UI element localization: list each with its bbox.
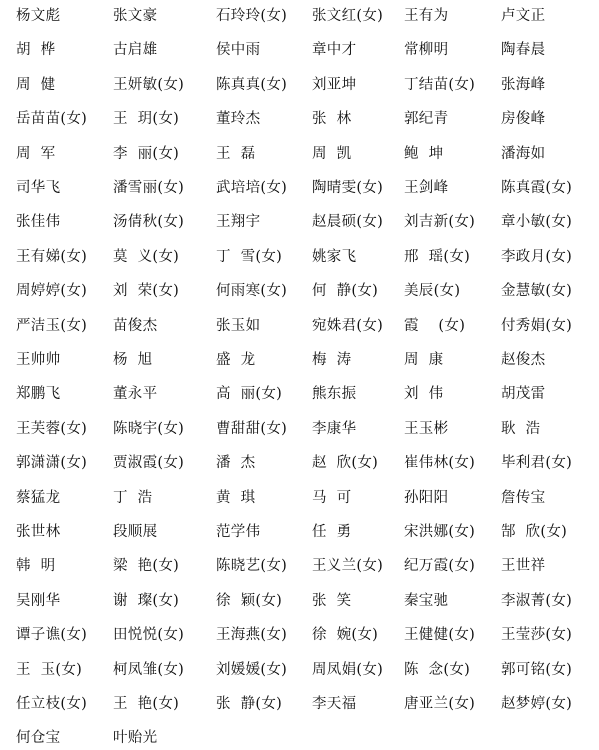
name-cell: 陶晴雯(女) [312, 180, 384, 196]
name-cell: 李淑菁(女) [501, 592, 573, 609]
roster-row [0, 417, 599, 441]
name-cell: 潘海如 [501, 145, 546, 162]
name-cell: 刘媛媛(女) [216, 661, 288, 678]
name-cell: 王健健(女) [404, 627, 476, 644]
name-cell: 盛 龙 [216, 352, 256, 368]
name-cell: 张文红(女) [312, 8, 384, 24]
name-cell: 常柳明 [404, 42, 449, 59]
name-cell: 侯中雨 [216, 42, 261, 59]
name-cell: 王有娣(女) [16, 248, 88, 265]
roster-row [0, 176, 599, 200]
name-cell: 王世祥 [501, 558, 546, 575]
name-cell: 徐 婉(女) [312, 627, 379, 644]
name-cell: 陈晓宇(女) [113, 420, 185, 437]
name-cell: 岳苗苗(女) [16, 111, 88, 128]
name-cell: 郜 欣(女) [501, 524, 568, 540]
name-cell: 贾淑霞(女) [113, 455, 185, 472]
name-cell: 汤倩秋(女) [113, 214, 185, 231]
roster-row [0, 348, 599, 372]
name-cell: 蔡猛龙 [16, 489, 61, 506]
name-cell: 丁 雪(女) [216, 248, 283, 265]
name-cell: 赵晨硕(女) [312, 214, 384, 231]
name-cell: 郭可铭(女) [501, 661, 573, 678]
name-cell: 曹甜甜(女) [216, 420, 288, 437]
name-cell: 邢 瑶(女) [404, 248, 471, 265]
name-cell: 宋洪娜(女) [404, 524, 476, 540]
name-cell: 唐亚兰(女) [404, 696, 476, 712]
roster-row [0, 623, 599, 647]
name-cell: 张文豪 [113, 8, 158, 24]
name-cell: 张 林 [312, 111, 352, 128]
name-cell: 任 勇 [312, 524, 352, 540]
name-cell: 宛姝君(女) [312, 317, 384, 334]
name-cell: 何 静(女) [312, 283, 379, 300]
roster-row [0, 554, 599, 578]
name-cell: 韩 明 [16, 558, 56, 575]
name-cell: 秦宝驰 [404, 592, 449, 609]
name-cell: 潘 杰 [216, 455, 256, 472]
roster-row [0, 589, 599, 613]
name-cell: 章中才 [312, 42, 357, 59]
roster-row [0, 142, 599, 166]
name-cell: 任立枝(女) [16, 696, 88, 712]
name-cell: 张玉如 [216, 317, 261, 334]
name-cell: 李康华 [312, 420, 357, 437]
name-cell: 郭潇潇(女) [16, 455, 88, 472]
name-cell: 刘亚坤 [312, 76, 357, 93]
name-cell: 王玉彬 [404, 420, 449, 437]
name-cell: 李 丽(女) [113, 145, 180, 162]
name-cell: 王 磊 [216, 145, 256, 162]
name-cell: 丁 浩 [113, 489, 153, 506]
name-cell: 金慧敏(女) [501, 283, 573, 300]
name-cell: 赵俊杰 [501, 352, 546, 368]
name-cell: 纪万霞(女) [404, 558, 476, 575]
name-cell: 徐 颖(女) [216, 592, 283, 609]
name-cell: 房俊峰 [501, 111, 546, 128]
name-cell: 周 凯 [312, 145, 352, 162]
name-cell: 陶春晨 [501, 42, 546, 59]
name-cell: 司华飞 [16, 180, 61, 196]
roster-row [0, 245, 599, 269]
name-cell: 田悦悦(女) [113, 627, 185, 644]
name-cell: 吴刚华 [16, 592, 61, 609]
roster-row [0, 4, 599, 28]
name-cell: 张 静(女) [216, 696, 283, 712]
name-cell: 美辰(女) [404, 283, 461, 300]
name-cell: 王 玉(女) [16, 661, 83, 678]
name-cell: 郑鹏飞 [16, 386, 61, 403]
name-cell: 莫 义(女) [113, 248, 180, 265]
name-cell: 古启雄 [113, 42, 158, 59]
name-cell: 周凤娟(女) [312, 661, 384, 678]
name-cell: 柯凤雏(女) [113, 661, 185, 678]
name-cell: 谢 璨(女) [113, 592, 180, 609]
name-cell: 赵梦婷(女) [501, 696, 573, 712]
roster-row [0, 38, 599, 62]
name-cell: 毕利君(女) [501, 455, 573, 472]
name-cell: 董玲杰 [216, 111, 261, 128]
name-cell: 严洁玉(女) [16, 317, 88, 334]
roster-row [0, 314, 599, 338]
roster-row [0, 210, 599, 234]
name-cell: 郭纪青 [404, 111, 449, 128]
name-cell: 付秀娟(女) [501, 317, 573, 334]
name-cell: 熊东振 [312, 386, 357, 403]
name-cell: 姚家飞 [312, 248, 357, 265]
roster-row [0, 451, 599, 475]
name-cell: 李天福 [312, 696, 357, 712]
roster-row [0, 658, 599, 682]
name-cell: 何仓宝 [16, 730, 61, 747]
name-cell: 胡 桦 [16, 42, 56, 59]
name-cell: 何雨寒(女) [216, 283, 288, 300]
name-cell: 张佳伟 [16, 214, 61, 231]
roster-row [0, 692, 599, 716]
name-cell: 范学伟 [216, 524, 261, 540]
name-cell: 王有为 [404, 8, 449, 24]
name-cell: 杨 旭 [113, 352, 153, 368]
name-cell: 谭子谯(女) [16, 627, 88, 644]
name-cell: 王 艳(女) [113, 696, 180, 712]
name-cell: 陈 念(女) [404, 661, 471, 678]
name-cell: 章小敏(女) [501, 214, 573, 231]
name-cell: 王翔宇 [216, 214, 261, 231]
roster-row [0, 279, 599, 303]
name-cell: 周 军 [16, 145, 56, 162]
name-cell: 胡茂雷 [501, 386, 546, 403]
name-cell: 王芙蓉(女) [16, 420, 88, 437]
name-cell: 段顺展 [113, 524, 158, 540]
name-cell: 周 健 [16, 76, 56, 93]
name-cell: 苗俊杰 [113, 317, 158, 334]
name-cell: 杨文彪 [16, 8, 61, 24]
name-cell: 孙阳阳 [404, 489, 449, 506]
name-cell: 鲍 坤 [404, 145, 444, 162]
name-cell: 陈真霞(女) [501, 180, 573, 196]
name-cell: 王帅帅 [16, 352, 61, 368]
name-cell: 董永平 [113, 386, 158, 403]
name-cell: 叶贻光 [113, 730, 158, 747]
roster-row [0, 382, 599, 406]
name-cell: 黄 琪 [216, 489, 256, 506]
name-cell: 王剑峰 [404, 180, 449, 196]
roster-row [0, 520, 599, 544]
name-cell: 高 丽(女) [216, 386, 283, 403]
name-cell: 周婷婷(女) [16, 283, 88, 300]
name-cell: 刘 荣(女) [113, 283, 180, 300]
name-cell: 王妍敏(女) [113, 76, 185, 93]
name-cell: 潘雪丽(女) [113, 180, 185, 196]
roster-row [0, 107, 599, 131]
name-cell: 王 玥(女) [113, 111, 180, 128]
name-cell: 卢文正 [501, 8, 546, 24]
name-cell: 王义兰(女) [312, 558, 384, 575]
name-cell: 周 康 [404, 352, 444, 368]
name-cell: 耿 浩 [501, 420, 541, 437]
name-cell: 陈真真(女) [216, 76, 288, 93]
name-cell: 赵 欣(女) [312, 455, 379, 472]
roster-row [0, 73, 599, 97]
name-cell: 陈晓艺(女) [216, 558, 288, 575]
name-cell: 刘 伟 [404, 386, 444, 403]
name-cell: 王莹莎(女) [501, 627, 573, 644]
name-cell: 丁结苗(女) [404, 76, 476, 93]
name-cell: 张世林 [16, 524, 61, 540]
roster-row [0, 486, 599, 510]
name-cell: 詹传宝 [501, 489, 546, 506]
name-cell: 马 可 [312, 489, 352, 506]
name-cell: 张海峰 [501, 76, 546, 93]
name-cell: 李政月(女) [501, 248, 573, 265]
name-cell: 武培培(女) [216, 180, 288, 196]
name-cell: 梅 涛 [312, 352, 352, 368]
name-cell: 张 笑 [312, 592, 352, 609]
name-cell: 梁 艳(女) [113, 558, 180, 575]
name-cell: 石玲玲(女) [216, 8, 288, 24]
name-cell: 刘吉新(女) [404, 214, 476, 231]
name-cell: 崔伟林(女) [404, 455, 476, 472]
name-cell: 霞 (女) [404, 317, 466, 334]
roster-row [0, 726, 599, 750]
name-cell: 王海燕(女) [216, 627, 288, 644]
